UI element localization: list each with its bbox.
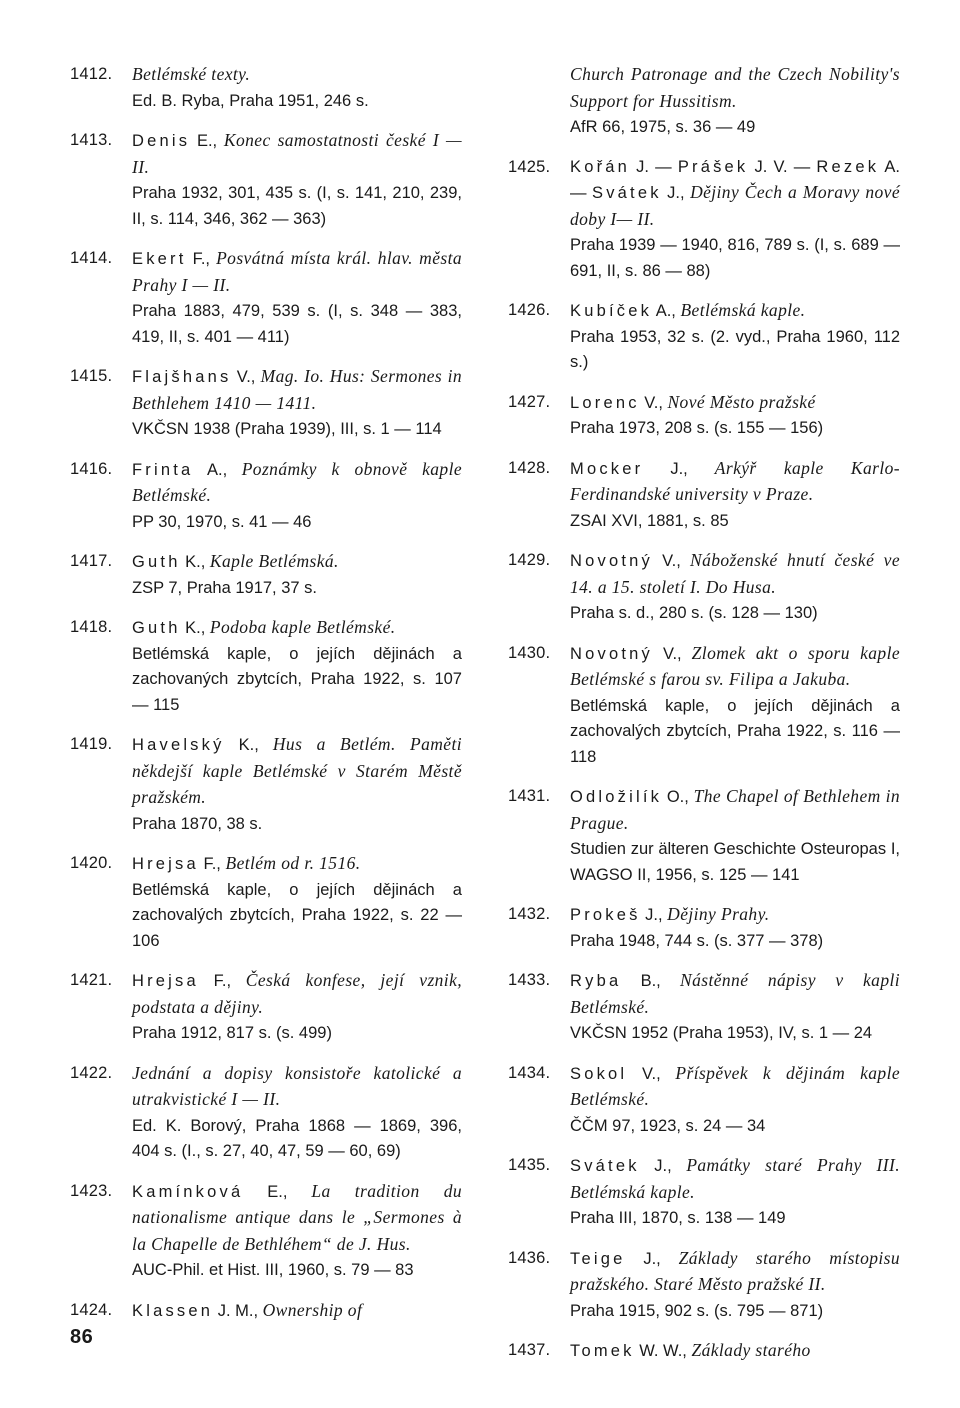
entry-citation — [570, 456, 900, 509]
entry-number: 1423. — [70, 1181, 113, 1200]
entry-publication-line — [570, 1114, 900, 1140]
entry-number: 1428. — [508, 458, 551, 477]
entry-publication: ZSP 7, Praha 1917, 37 s. — [132, 578, 317, 597]
entry-title: Památky staré Prahy III. Betlémská kaple. — [570, 1155, 900, 1202]
entry-body — [132, 364, 462, 443]
entry-title: Poznámky k obnově kaple Betlémské. — [132, 458, 462, 505]
entry-citation — [570, 1061, 900, 1114]
entry-number: 1412. — [70, 65, 113, 83]
entry-author: Odložilík — [570, 788, 663, 806]
entry-citation — [132, 732, 462, 812]
bibliography-entry — [70, 457, 462, 536]
entry-title: Podoba kaple Betlémské. — [209, 617, 396, 637]
entry-publication-line — [132, 1114, 462, 1165]
entry-separator: F., — [198, 855, 226, 873]
entry-publication-line — [132, 576, 462, 602]
entry-title: Konec samostatnosti české I — II. — [132, 130, 462, 177]
entry-publication: Praha 1870, 38 s. — [132, 814, 263, 833]
entry-title: Nástěnné nápisy v kapli Betlémské. — [570, 970, 901, 1017]
entry-publication: AUC-Phil. et Hist. III, 1960, s. 79 — 83 — [132, 1261, 414, 1279]
entry-title: Mag. Io. Hus: Sermones in Bethlehem 1410 — 1411. — [132, 366, 462, 413]
entry-number: 1421. — [70, 971, 113, 989]
entry-publication-line — [132, 417, 462, 443]
entry-separator: K., — [180, 553, 210, 571]
entry-author: Rezek — [816, 157, 880, 176]
entry-separator: A. — — [570, 157, 900, 202]
entry-publication: Studien zur älteren Geschichte Osteuropas I, WAGSO II, 1956, s. 125 — 141 — [570, 840, 900, 884]
entry-author: Frinta — [132, 460, 194, 479]
entry-publication-line — [570, 837, 900, 888]
entry-separator: J. — — [630, 157, 678, 176]
entry-author: Guth — [132, 619, 181, 637]
entry-title: Česká konfese, její vznik, podstata a dějiny. — [132, 970, 463, 1017]
entry-publication-line — [570, 1021, 900, 1047]
entry-publication-line — [570, 694, 900, 771]
entry-publication: Praha 1883, 479, 539 s. (I, s. 348 — 383, 419, II, s. 401 — 411) — [132, 302, 462, 346]
entry-number — [508, 62, 570, 141]
entry-number: 1435. — [508, 1156, 551, 1174]
bibliography-entry — [70, 1179, 462, 1284]
entry-author: Denis — [132, 132, 191, 150]
entry-author: Kořán — [570, 157, 631, 176]
entry-body — [570, 784, 900, 888]
entry-number: 1420. — [70, 854, 113, 872]
entry-publication-line — [570, 1299, 900, 1325]
left-column — [70, 62, 462, 1338]
entry-citation — [132, 968, 462, 1021]
bibliography-entry — [508, 968, 900, 1047]
entry-publication: Praha 1953, 32 s. (2. vyd., Praha 1960, 112 s.) — [570, 327, 900, 371]
entry-citation — [570, 390, 900, 417]
entry-title: Náboženské hnutí české ve 14. a 15. století I. Do Husa. — [570, 550, 900, 597]
entry-body — [570, 641, 900, 771]
entry-citation — [132, 1061, 462, 1114]
entry-title: Dějiny Čech a Moravy nové doby I— II. — [570, 182, 900, 229]
right-column — [508, 62, 900, 1379]
entry-title: Arkýř kaple Karlo-Ferdinandské university v Praze. — [570, 457, 900, 504]
entry-number: 1429. — [508, 551, 551, 569]
entry-number: 1426. — [508, 301, 551, 319]
entry-publication-line — [132, 89, 462, 115]
entry-citation — [132, 457, 462, 510]
entry-author: Tomek — [570, 1342, 635, 1360]
entry-body — [570, 548, 900, 627]
entry-body — [132, 968, 462, 1047]
entry-number: 1417. — [70, 552, 113, 570]
entry-citation — [570, 1246, 900, 1299]
entry-publication: VKČSN 1952 (Praha 1953), IV, s. 1 — 24 — [570, 1024, 873, 1042]
entry-author: Klassen — [132, 1301, 214, 1320]
entry-citation — [570, 548, 900, 601]
entry-separator: J. V. — — [748, 157, 817, 176]
entry-title: Hus a Betlém. Paměti někdejší kaple Betlémské v Starém Městě pražském. — [132, 734, 462, 807]
entry-publication-line — [570, 1206, 900, 1232]
bibliography-entry — [508, 1246, 900, 1325]
entry-publication-line — [132, 510, 462, 536]
entry-author: Prášek — [677, 157, 749, 176]
entry-body — [570, 1061, 900, 1140]
entry-body — [132, 1298, 462, 1325]
entry-number: 1419. — [70, 735, 113, 753]
bibliography-entry — [508, 390, 900, 442]
entry-citation — [132, 246, 462, 299]
entry-body — [570, 390, 900, 442]
entry-number: 1413. — [70, 131, 113, 149]
entry-number: 1422. — [70, 1063, 113, 1082]
bibliography-entry — [70, 1061, 462, 1165]
entry-title: The Chapel of Bethlehem in Prague. — [570, 786, 901, 833]
entry-publication-line — [570, 929, 900, 955]
bibliography-entry — [70, 364, 462, 443]
entry-body — [570, 1338, 900, 1365]
entry-author: Kamínková — [132, 1182, 244, 1201]
entry-number: 1431. — [508, 787, 551, 805]
entry-title: Základy starého — [691, 1340, 811, 1360]
entry-number: 1425. — [508, 157, 551, 176]
entry-body — [570, 62, 900, 141]
entry-body — [132, 457, 462, 536]
entry-citation — [132, 851, 462, 878]
entry-publication-line — [570, 601, 900, 627]
entry-publication-line — [132, 878, 462, 955]
entry-title: Betlémská kaple. — [680, 300, 806, 320]
entry-publication: Praha 1915, 902 s. (s. 795 — 871) — [570, 1301, 824, 1320]
entry-title: Zlomek akt o sporu kaple Betlémské s farou sv. Filipa a Jakuba. — [570, 642, 900, 689]
entry-body — [132, 246, 462, 350]
bibliography-entry — [70, 549, 462, 601]
entry-separator: B., — [621, 972, 681, 990]
entry-author: Svátek — [570, 1157, 640, 1175]
bibliography-entry — [70, 62, 462, 114]
entry-author: Ryba — [570, 972, 622, 990]
bibliography-entry — [70, 1298, 462, 1325]
entry-separator: J., — [639, 1157, 687, 1175]
entry-title: Church Patronage and the Czech Nobility's Support for Hussitism. — [570, 64, 900, 111]
entry-separator: F., — [186, 250, 217, 268]
entry-body — [132, 615, 462, 718]
entry-publication: Praha 1948, 744 s. (s. 377 — 378) — [570, 931, 824, 950]
entry-publication-line — [132, 642, 462, 719]
entry-number: 1416. — [70, 459, 113, 478]
entry-publication: Praha 1932, 301, 435 s. (I, s. 141, 210, 239, II, s. 114, 346, 362 — 363) — [132, 184, 462, 228]
entry-publication-line — [132, 812, 462, 838]
entry-publication: Ed. B. Ryba, Praha 1951, 246 s. — [132, 91, 369, 110]
entry-citation — [132, 364, 462, 417]
bibliography-entry — [508, 456, 900, 535]
entry-publication-line — [132, 1021, 462, 1047]
entry-author: Novotný — [570, 552, 653, 570]
entry-publication-line — [132, 1258, 462, 1284]
entry-author: Hrejsa — [132, 972, 199, 990]
entry-number: 1433. — [508, 971, 551, 989]
entry-author: Mocker — [570, 459, 644, 478]
entry-title: Příspěvek k dějinám kaple Betlémské. — [570, 1062, 900, 1109]
entry-citation — [570, 641, 900, 694]
bibliography-entry — [508, 298, 900, 376]
entry-separator: A., — [652, 302, 681, 320]
entry-number: 1432. — [508, 905, 551, 923]
entry-publication: Betlémská kaple, o jejích dějinách a zachovalých zbytcích, Praha 1922, s. 22 — 106 — [132, 880, 462, 950]
entry-author: Prokeš — [570, 906, 641, 924]
entry-separator: V., — [627, 1064, 676, 1083]
entry-author: Hrejsa — [132, 855, 199, 873]
entry-title: Základy starého místopisu pražského. Staré Město pražské II. — [570, 1247, 900, 1294]
entry-author: Ekert — [132, 250, 187, 268]
entry-publication-line — [132, 181, 462, 232]
bibliography-entry — [508, 62, 900, 141]
entry-citation — [570, 62, 900, 115]
entry-number: 1436. — [508, 1248, 551, 1267]
entry-title: Posvátná místa král. hlav. města Prahy I — II. — [132, 248, 463, 295]
entry-publication: ČČM 97, 1923, s. 24 — 34 — [570, 1116, 766, 1135]
bibliography-entry — [508, 155, 900, 285]
entry-publication: Praha III, 1870, s. 138 — 149 — [570, 1209, 786, 1227]
entry-citation — [132, 1298, 462, 1325]
entry-title: Jednání a dopisy konsistoře katolické a utrakvistické I — II. — [132, 1062, 462, 1109]
entry-body — [132, 549, 462, 601]
bibliography-entry — [508, 548, 900, 627]
entry-citation — [570, 155, 900, 234]
entry-body — [570, 968, 900, 1047]
entry-separator: E., — [243, 1182, 312, 1201]
entry-citation — [132, 1179, 462, 1259]
bibliography-entry — [508, 1153, 900, 1232]
bibliography-entry — [70, 128, 462, 232]
entry-author: Havelský — [132, 736, 225, 754]
entry-separator: W. W., — [634, 1342, 692, 1360]
entry-publication: VKČSN 1938 (Praha 1939), III, s. 1 — 114 — [132, 420, 442, 438]
entry-citation — [132, 128, 462, 181]
entry-separator: J. M., — [213, 1301, 263, 1320]
entry-separator: V., — [639, 393, 668, 412]
entry-separator: A., — [193, 460, 242, 479]
entry-title: Betlém od r. 1516. — [225, 853, 361, 873]
entry-body — [132, 732, 462, 837]
entry-author: Novotný — [570, 644, 653, 663]
entry-publication-line — [570, 233, 900, 284]
entry-number: 1418. — [70, 618, 113, 636]
entry-title: Kaple Betlémská. — [209, 551, 339, 571]
entry-publication-line — [570, 416, 900, 442]
entry-publication: PP 30, 1970, s. 41 — 46 — [132, 512, 312, 531]
bibliography-entry — [70, 246, 462, 350]
entry-separator: K., — [180, 619, 210, 637]
entry-separator: J., — [661, 184, 691, 202]
entry-publication: Ed. K. Borový, Praha 1868 — 1869, 396, 404 s. (I., s. 27, 40, 47, 59 — 60, 69) — [132, 1116, 462, 1160]
entry-citation — [570, 1153, 900, 1206]
entry-publication: Betlémská kaple, o jejích dějinách a zachovaných zbytcích, Praha 1922, s. 107 — 115 — [132, 644, 462, 714]
bibliography-entry — [508, 902, 900, 954]
entry-publication: Praha 1939 — 1940, 816, 789 s. (I, s. 689 — 691, II, s. 86 — 88) — [570, 236, 900, 280]
entry-author: Svátek — [592, 184, 662, 202]
entry-number: 1434. — [508, 1063, 551, 1082]
entry-body — [570, 155, 900, 285]
entry-title: Nové Město pražské — [667, 391, 816, 412]
entry-separator: J., — [640, 906, 668, 924]
entry-citation — [570, 1338, 900, 1365]
entry-separator: O., — [662, 788, 694, 806]
entry-author: Teige — [570, 1249, 626, 1268]
entry-publication: Betlémská kaple, o jejích dějinách a zachovalých zbytcích, Praha 1922, s. 116 — 118 — [570, 696, 900, 766]
entry-publication-line — [570, 325, 900, 376]
page-number: 86 — [70, 1326, 94, 1348]
entry-author: Sokol — [570, 1064, 628, 1083]
entry-title: Dějiny Prahy. — [667, 904, 770, 924]
entry-body — [132, 1061, 462, 1165]
entry-body — [132, 1179, 462, 1284]
entry-number: 1427. — [508, 392, 551, 411]
bibliography-entry — [70, 615, 462, 718]
entry-citation — [570, 968, 900, 1021]
entry-body — [132, 62, 462, 114]
bibliography-entry — [508, 1061, 900, 1140]
entry-number: 1414. — [70, 249, 113, 267]
entry-separator: V., — [652, 552, 691, 570]
entry-body — [132, 128, 462, 232]
entry-publication-line — [132, 299, 462, 350]
entry-body — [570, 298, 900, 376]
entry-body — [570, 1153, 900, 1232]
entry-body — [570, 456, 900, 535]
bibliography-entry — [508, 641, 900, 771]
entry-body — [132, 851, 462, 954]
entry-title: Betlémské texty. — [132, 64, 251, 84]
entry-publication: Praha s. d., 280 s. (s. 128 — 130) — [570, 604, 818, 622]
entry-citation — [132, 549, 462, 576]
bibliography-entry — [70, 851, 462, 954]
entry-author: Guth — [132, 553, 181, 571]
entry-citation — [132, 615, 462, 642]
entry-separator: J., — [643, 459, 715, 478]
entry-publication-line — [570, 115, 900, 141]
entry-citation — [570, 902, 900, 929]
entry-number: 1415. — [70, 367, 113, 385]
entry-publication: AfR 66, 1975, s. 36 — 49 — [570, 118, 756, 136]
entry-citation — [132, 62, 462, 89]
entry-author: Lorenc — [570, 393, 640, 412]
entry-citation — [570, 784, 900, 837]
entry-citation — [570, 298, 900, 325]
entry-body — [570, 902, 900, 954]
bibliography-entry — [70, 968, 462, 1047]
entry-author: Flajšhans — [132, 368, 232, 386]
entry-separator: V., — [652, 644, 692, 663]
entry-publication: ZSAI XVI, 1881, s. 85 — [570, 511, 729, 530]
entry-separator: E., — [190, 132, 224, 150]
entry-number: 1424. — [70, 1300, 113, 1319]
entry-separator: F., — [198, 972, 246, 990]
entry-separator: J., — [625, 1249, 679, 1268]
entry-title: Ownership of — [262, 1299, 363, 1320]
entry-body — [570, 1246, 900, 1325]
entry-separator: V., — [231, 368, 261, 386]
entry-author: Kubíček — [570, 302, 653, 320]
bibliography-entry — [70, 732, 462, 837]
bibliography-entry — [508, 1338, 900, 1365]
entry-separator: K., — [224, 736, 273, 754]
entry-number: 1437. — [508, 1341, 551, 1359]
entry-number: 1430. — [508, 643, 551, 662]
entry-title: La tradition du nationalisme antique dans le „Sermones à la Chapelle de Bethléhem“ de J. Hus. — [132, 1180, 462, 1254]
entry-publication: Praha 1912, 817 s. (s. 499) — [132, 1024, 332, 1042]
bibliography-entry — [508, 784, 900, 888]
entry-publication: Praha 1973, 208 s. (s. 155 — 156) — [570, 419, 824, 437]
entry-publication-line — [570, 509, 900, 535]
